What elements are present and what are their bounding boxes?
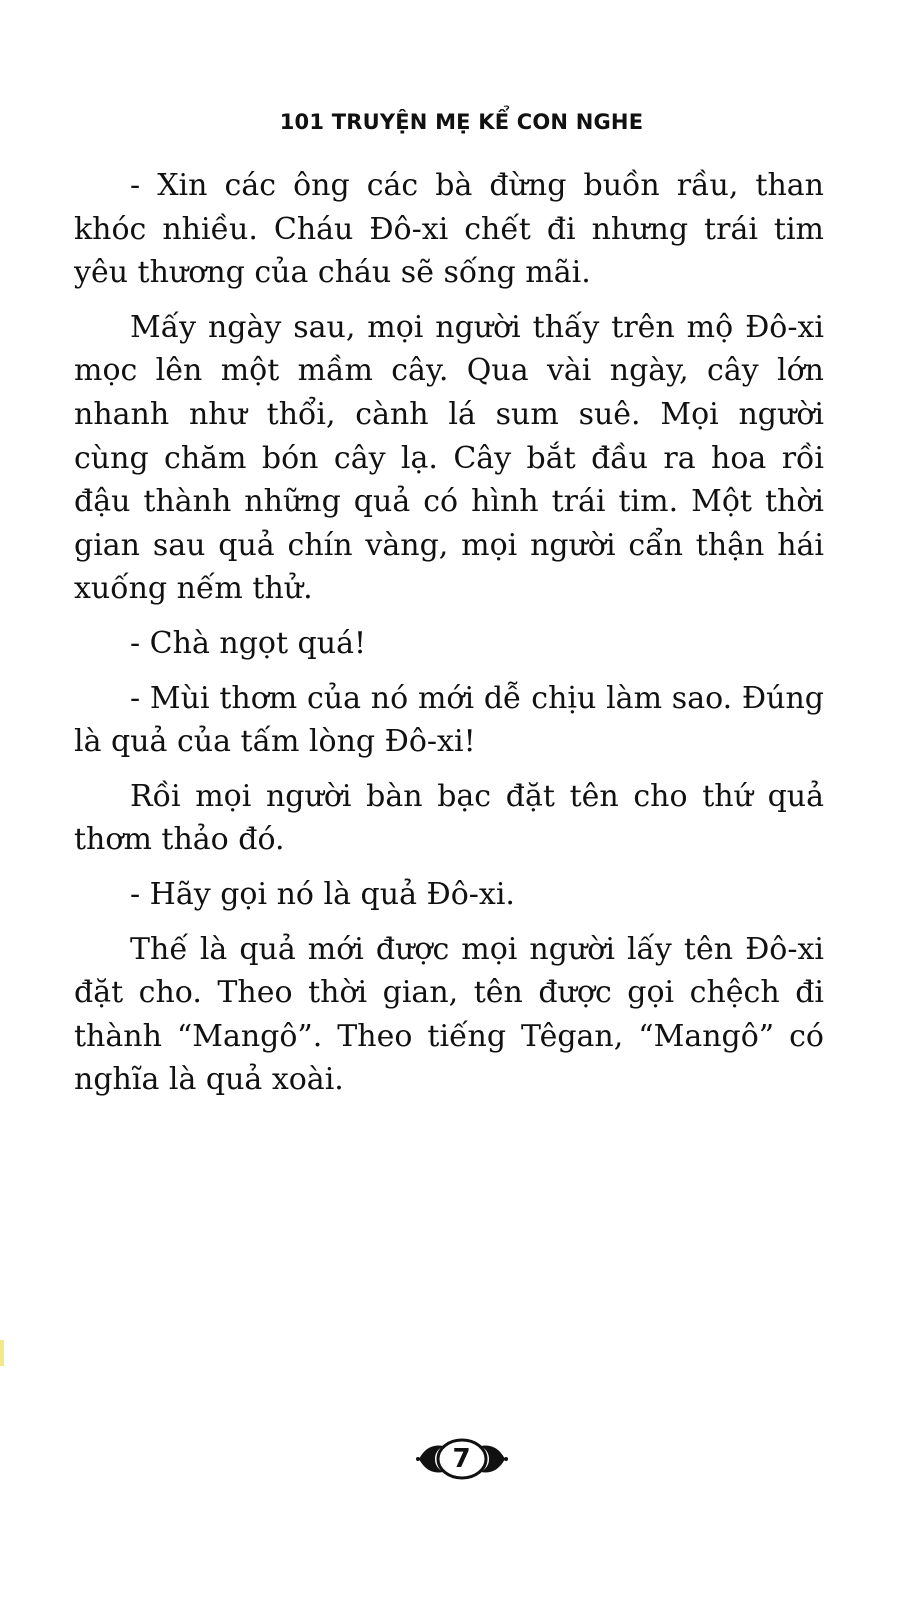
paragraph-3: - Chà ngọt quá! — [130, 625, 367, 661]
paragraph-2: Mấy ngày sau, mọi người thấy trên mộ Đô-xi mọc lên một mầm cây. Qua vài ngày, cây lớn nhanh như thổi, cành lá sum suê. Mọi người cùng chăm bón cây lạ. Cây bắt đầu ra hoa rồi đậu thành những quả có hình trái tim. Một thời gian sau quả chín vàng, mọi người cẩn thận hái xuống nếm thử. — [74, 309, 824, 607]
page-edge-mark — [0, 1340, 4, 1366]
story-body — [74, 164, 824, 1102]
page-number: 7 — [452, 1444, 471, 1474]
page-number-badge — [415, 1436, 509, 1482]
paragraph-7: Thế là quả mới được mọi người lấy tên Đô-xi đặt cho. Theo thời gian, tên được gọi chệch đi thành “Mangô”. Theo tiếng Têgan, “Mangô” có nghĩa là quả xoài. — [74, 931, 824, 1098]
paragraph-4: - Mùi thơm của nó mới dễ chịu làm sao. Đúng là quả của tấm lòng Đô-xi! — [74, 680, 824, 760]
paragraph-6: - Hãy gọi nó là quả Đô-xi. — [130, 876, 515, 912]
paragraph-1: - Xin các ông các bà đừng buồn rầu, than khóc nhiều. Cháu Đô-xi chết đi nhưng trái tim yêu thương của cháu sẽ sống mãi. — [74, 168, 824, 291]
running-header: 101 TRUYỆN MẸ KỂ CON NGHE — [279, 110, 644, 134]
page-footer — [0, 1436, 923, 1482]
paragraph-5: Rồi mọi người bàn bạc đặt tên cho thứ quả thơm thảo đó. — [74, 778, 824, 858]
